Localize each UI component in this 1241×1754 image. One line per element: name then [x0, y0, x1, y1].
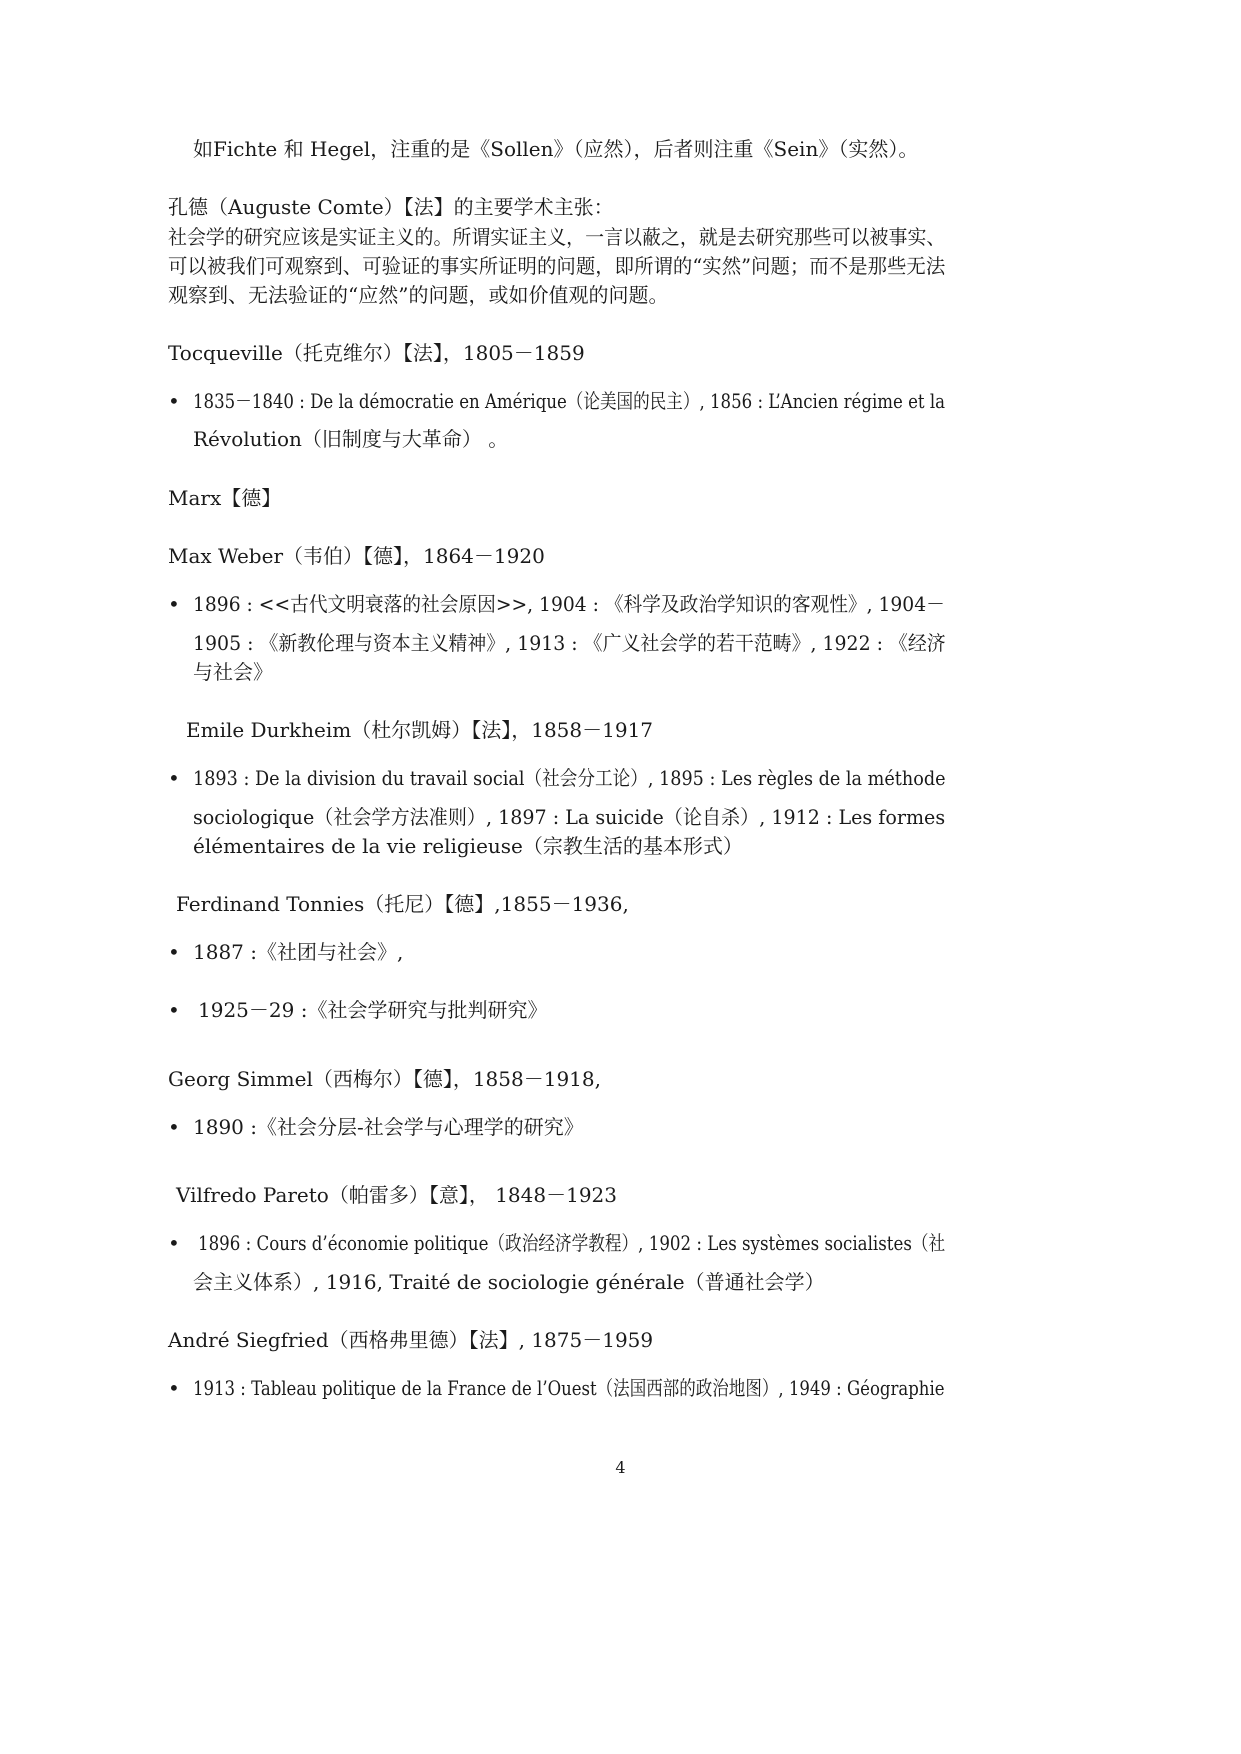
comte-paragraph-line: 可以被我们可观察到、可验证的事实所证明的问题，即所谓的“实然”问题；而不是那些无法 — [168, 254, 946, 278]
bullet: • — [168, 766, 180, 790]
durkheim-works-line: sociologique（社会学方法准则）, 1897 : La suicide（论自杀）, 1912 : Les formes — [193, 805, 946, 829]
bullet: • — [168, 940, 180, 964]
bullet: • — [168, 1376, 180, 1400]
tonnies-works-line: 1925－29 :《社会学研究与批判研究》 — [198, 998, 548, 1022]
simmel-heading: Georg Simmel（西梅尔）【德】，1858－1918, — [168, 1067, 601, 1091]
durkheim-heading: Emile Durkheim（杜尔凯姆）【法】，1858－1917 — [186, 718, 654, 742]
durkheim-works-line: élémentaires de la vie religieuse（宗教生活的基本形式） — [193, 834, 743, 858]
page-number: 4 — [615, 1458, 626, 1477]
bullet: • — [168, 1231, 180, 1255]
bullet: • — [168, 592, 180, 616]
bullet: • — [168, 1115, 180, 1139]
tocqueville-heading: Tocqueville（托克维尔）【法】，1805－1859 — [168, 341, 585, 365]
comte-paragraph-line: 社会学的研究应该是实证主义的。所谓实证主义，一言以蔽之，就是去研究那些可以被事实、 — [168, 225, 946, 249]
pareto-works-line: 1896 : Cours d’économie politique（政治经济学教程）, 1902 : Les systèmes socialistes（社 — [198, 1231, 946, 1255]
comte-paragraph-line: 观察到、无法验证的“应然”的问题，或如价值观的问题。 — [168, 283, 669, 307]
marx-heading: Marx【德】 — [168, 486, 282, 510]
simmel-works-line: 1890 :《社会分层-社会学与心理学的研究》 — [193, 1115, 584, 1139]
weber-works-line: 与社会》 — [193, 660, 273, 684]
intro-line: 如Fichte 和 Hegel，注重的是《Sollen》（应然），后者则注重《Sein》（实然）。 — [193, 137, 919, 161]
weber-works-line: 1896 : <<古代文明衰落的社会原因>>, 1904 : 《科学及政治学知识的客观性》, 1904－ — [193, 592, 945, 616]
tonnies-heading: Ferdinand Tonnies（托尼）【德】,1855－1936, — [176, 892, 629, 916]
siegfried-works-line: 1913 : Tableau politique de la France de l’Ouest（法国西部的政治地图）, 1949 : Géographie — [193, 1376, 945, 1400]
pareto-heading: Vilfredo Pareto（帕雷多）【意】， 1848－1923 — [176, 1183, 617, 1207]
bullet: • — [168, 389, 180, 413]
durkheim-works-line: 1893 : De la division du travail social（社会分工论）, 1895 : Les règles de la méthode — [193, 766, 946, 790]
pareto-works-line: 会主义体系）, 1916, Traité de sociologie générale（普通社会学） — [193, 1270, 825, 1294]
bullet: • — [168, 998, 180, 1022]
tocqueville-works-line: Révolution（旧制度与大革命） 。 — [193, 427, 509, 451]
tocqueville-works-line: 1835－1840 : De la démocratie en Amérique（论美国的民主）, 1856 : L’Ancien régime et la — [193, 389, 946, 413]
weber-heading: Max Weber（韦伯）【德】，1864－1920 — [168, 544, 545, 568]
siegfried-heading: André Siegfried（西格弗里德）【法】, 1875－1959 — [168, 1328, 654, 1352]
comte-heading: 孔德（Auguste Comte）【法】的主要学术主张： — [168, 195, 614, 219]
tonnies-works-line: 1887 :《社团与社会》, — [193, 940, 404, 964]
weber-works-line: 1905 : 《新教伦理与资本主义精神》, 1913 : 《广义社会学的若干范畴》, 1922 : 《经济 — [193, 631, 946, 655]
